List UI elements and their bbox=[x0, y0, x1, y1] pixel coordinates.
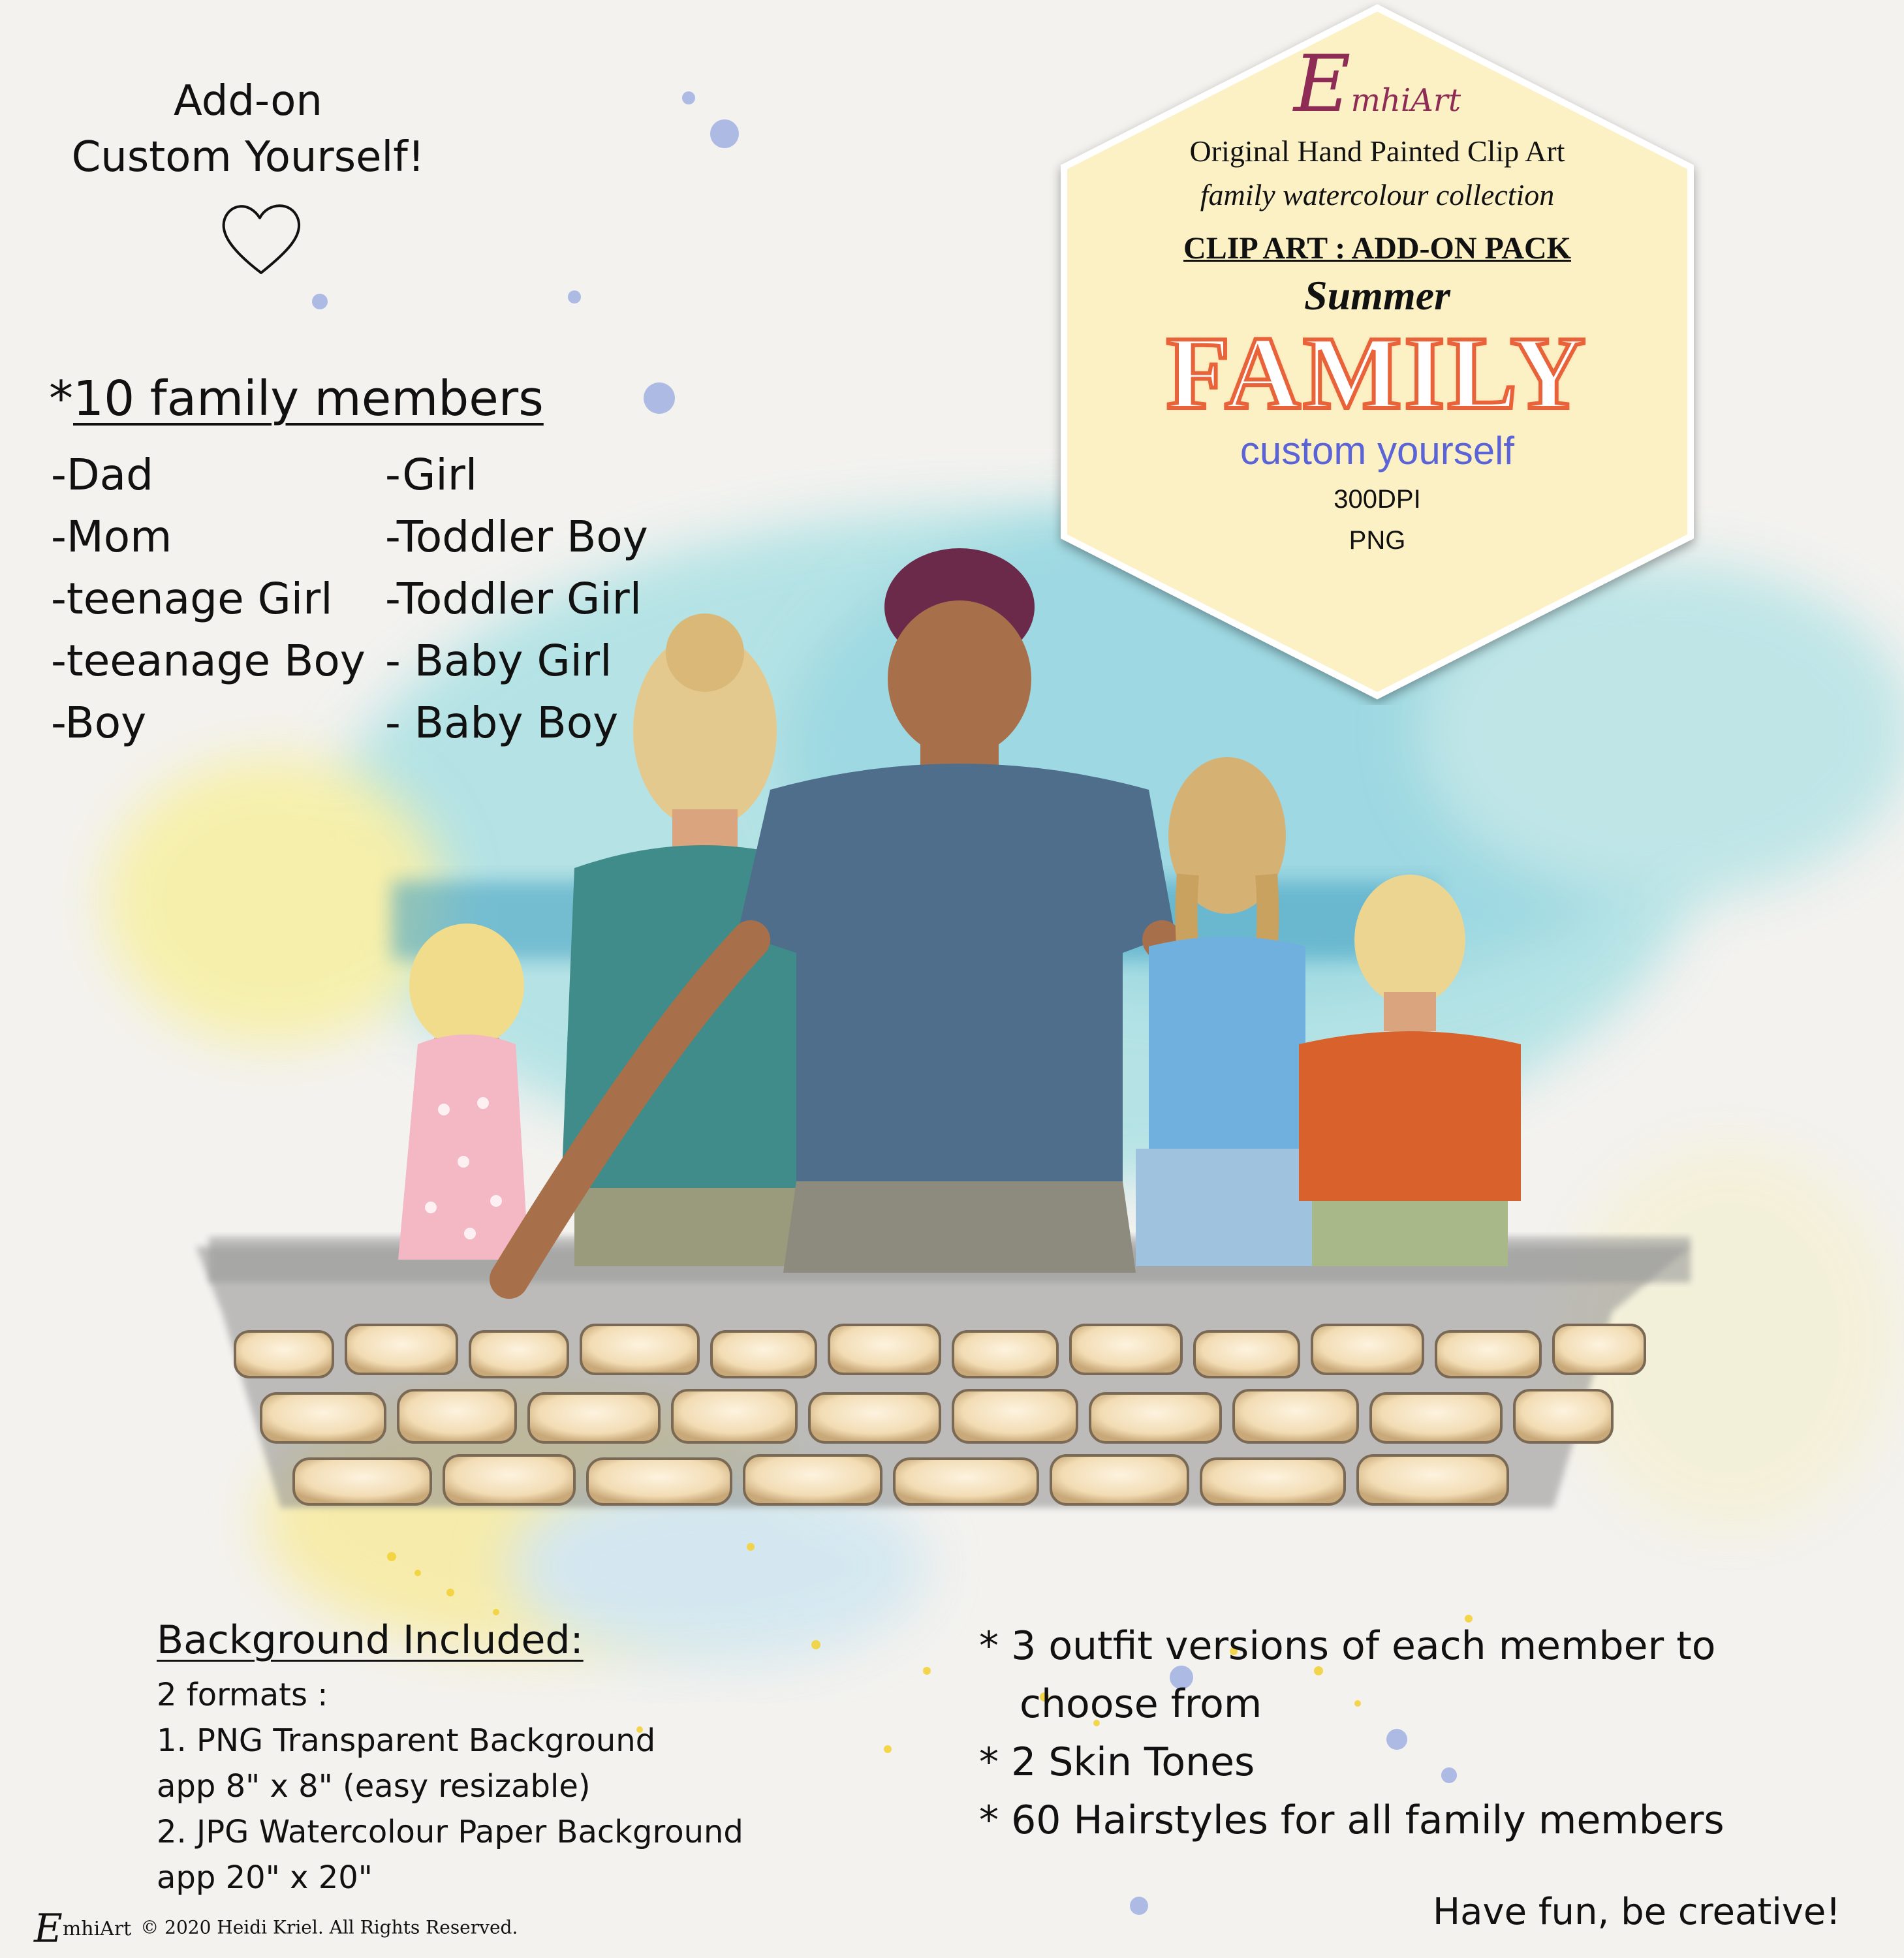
members-title: 10 family members bbox=[73, 371, 544, 427]
footer-logo-initial: E bbox=[34, 1906, 63, 1951]
footer-logo-text: mhiArt bbox=[62, 1917, 132, 1940]
brand-text: mhiArt bbox=[1350, 82, 1461, 119]
badge-format: PNG bbox=[1349, 526, 1406, 555]
members-list-right bbox=[385, 444, 648, 754]
badge-pack: CLIP ART : ADD-ON PACK bbox=[1183, 231, 1571, 266]
members-heading bbox=[49, 371, 544, 427]
background-line: 2. JPG Watercolour Paper Background bbox=[157, 1814, 743, 1850]
feature-outfits: * 3 outfit versions of each member to bbox=[979, 1623, 1716, 1669]
member-item: -Toddler Boy bbox=[385, 512, 648, 562]
feature-skin-tones: * 2 Skin Tones bbox=[979, 1739, 1255, 1785]
footer-copyright-text: © 2020 Heidi Kriel. All Rights Reserved. bbox=[140, 1916, 518, 1938]
feature-outfits-cont: choose from bbox=[1020, 1681, 1262, 1727]
member-item: -Dad bbox=[51, 450, 153, 500]
members-list-left bbox=[51, 444, 366, 754]
member-item: -Toddler Girl bbox=[385, 574, 642, 624]
background-info bbox=[157, 1617, 809, 1901]
brand-initial: E bbox=[1293, 39, 1351, 130]
features-list bbox=[979, 1617, 1880, 1850]
background-title: Background Included: bbox=[157, 1617, 584, 1663]
background-line: app 20" x 20" bbox=[157, 1859, 373, 1896]
badge-dpi: 300DPI bbox=[1334, 485, 1421, 514]
member-item: - Baby Boy bbox=[385, 698, 619, 748]
member-item: - Baby Girl bbox=[385, 636, 612, 686]
member-item: -teenage Girl bbox=[51, 574, 333, 624]
brand-logo bbox=[1051, 39, 1704, 130]
badge-collection: family watercolour collection bbox=[1200, 178, 1555, 211]
addon-heading bbox=[39, 73, 457, 185]
stone-wall bbox=[196, 1237, 1691, 1508]
toddler-girl-figure bbox=[398, 924, 529, 1260]
badge-title: FAMILY bbox=[1166, 315, 1589, 431]
member-item: -Boy bbox=[51, 698, 147, 748]
addon-line-1: Add-on bbox=[174, 77, 322, 125]
member-item: -teeanage Boy bbox=[51, 636, 366, 686]
member-item: -Girl bbox=[385, 450, 478, 500]
badge-content bbox=[1051, 39, 1704, 555]
background-line: app 8" x 8" (easy resizable) bbox=[157, 1768, 591, 1805]
members-prefix: * bbox=[49, 371, 73, 427]
footer-copyright bbox=[34, 1906, 518, 1951]
heart-icon bbox=[215, 196, 307, 281]
member-item: -Mom bbox=[51, 512, 172, 562]
badge-tagline: custom yourself bbox=[1240, 429, 1515, 473]
badge-subtitle: Original Hand Painted Clip Art bbox=[1189, 134, 1565, 168]
closing-text: Have fun, be creative! bbox=[1433, 1891, 1841, 1933]
background-line: 2 formats : bbox=[157, 1677, 328, 1713]
addon-line-2: Custom Yourself! bbox=[71, 133, 425, 181]
badge-season: Summer bbox=[1303, 272, 1451, 319]
background-line: 1. PNG Transparent Background bbox=[157, 1722, 656, 1759]
feature-hairstyles: * 60 Hairstyles for all family members bbox=[979, 1797, 1725, 1843]
